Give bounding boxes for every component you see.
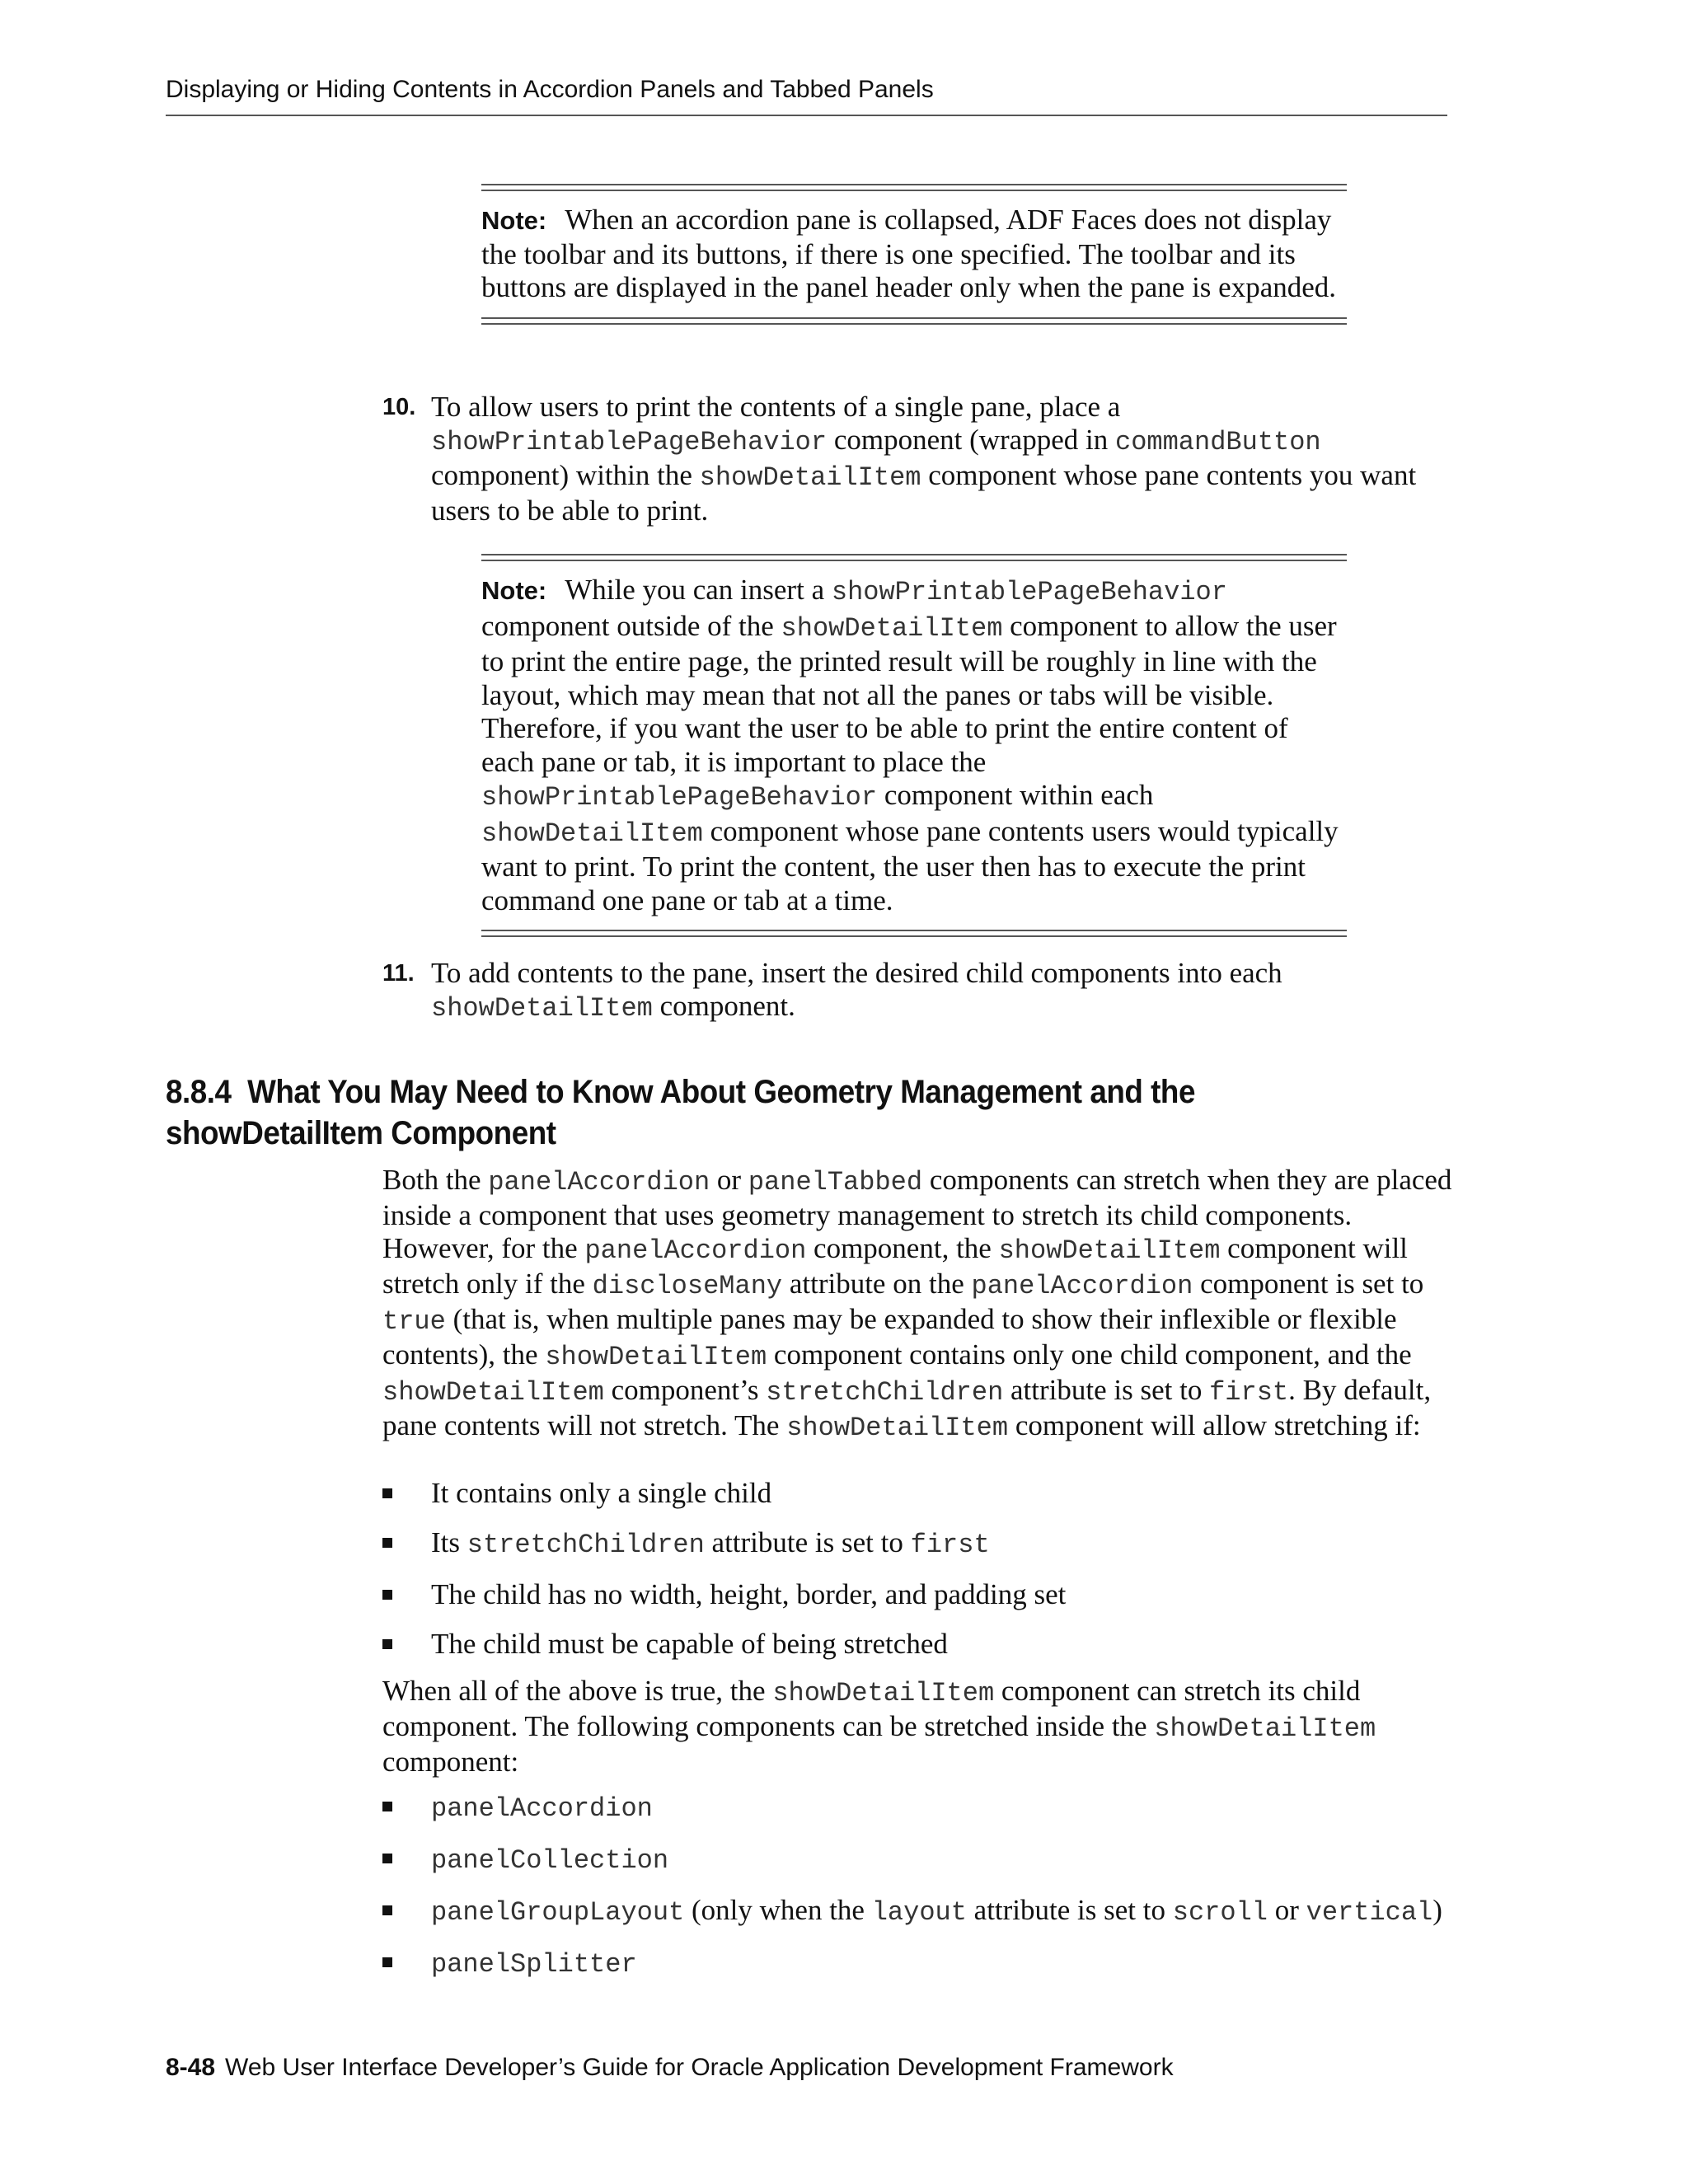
note-text: Note: While you can insert a showPrintablePageBehavior component outside of the showDetailItem component to allow the user to print the entire page, the printed result will be roughly in line with the layout, which may mean that not all the panes or tabs will be visible. Therefore, if you want the user to be able to print the entire content of each pane or tab, it is important to place the showPrintablePageBehavior component within each showDetailItem component whose pane contents users would typically want to print. To print the content, the user then has to execute the print command one pane or tab at a time. bbox=[481, 574, 1339, 916]
running-header: Displaying or Hiding Contents in Accordion Panels and Tabbed Panels bbox=[166, 76, 934, 103]
note-rule-top bbox=[481, 554, 1347, 561]
bullet-square-icon bbox=[382, 1854, 392, 1863]
list-item: panelCollection bbox=[382, 1842, 1454, 1877]
note-label: Note: bbox=[481, 576, 547, 605]
bullet-square-icon bbox=[382, 1488, 392, 1498]
note-box-print bbox=[481, 554, 1347, 937]
note-text: Note: When an accordion pane is collapsed, ADF Faces does not display the toolbar and its buttons, if there is one specified. The toolbar and its buttons are displayed in the panel header only when the pane is expanded. bbox=[481, 204, 1337, 303]
bullet-square-icon bbox=[382, 1538, 392, 1548]
step-text: To allow users to print the contents of a single pane, place a showPrintablePageBehavior component (wrapped in commandButton component) within the showDetailItem component whose pane contents you want users to be able to print. bbox=[431, 391, 1417, 527]
page-number: 8-48 bbox=[166, 2054, 216, 2081]
page-footer bbox=[166, 2054, 1174, 2082]
stretchable-components-list bbox=[382, 1790, 1454, 1998]
bullet-square-icon bbox=[382, 1639, 392, 1649]
bullet-square-icon bbox=[382, 1802, 392, 1811]
step-number: 11. bbox=[382, 960, 415, 987]
list-item: Its stretchChildren attribute is set to first bbox=[382, 1526, 1454, 1562]
bullet-square-icon bbox=[382, 1957, 392, 1967]
note-box-toolbar bbox=[481, 184, 1347, 325]
step-10 bbox=[382, 391, 1454, 527]
list-item: panelGroupLayout (only when the layout attribute is set to scroll or vertical) bbox=[382, 1894, 1454, 1929]
list-item: It contains only a single child bbox=[382, 1477, 1454, 1510]
list-item: panelAccordion bbox=[382, 1790, 1454, 1825]
section-title: What You May Need to Know About Geometry Management and the showDetailItem Component bbox=[166, 1074, 1195, 1151]
step-11 bbox=[382, 957, 1454, 1025]
body-paragraph-geometry: Both the panelAccordion or panelTabbed components can stretch when they are placed inside a component that uses geometry management to stretch its child components. However, for the panelAccordion component, the showDetailItem component will stretch only if the discloseMany attribute on the panelAccordion component is set to true (that is, when multiple panes may be expanded to show their inflexible or flexible contents), the showDetailItem component contains only one child component, and the showDetailItem component’s stretchChildren attribute is set to first. By default, pane contents will not stretch. The showDetailItem component will allow stretching if: bbox=[382, 1164, 1452, 1443]
note-rule-bottom bbox=[481, 317, 1347, 325]
note-rule-bottom bbox=[481, 930, 1347, 937]
note-rule-top bbox=[481, 184, 1347, 191]
bullet-square-icon bbox=[382, 1590, 392, 1600]
bullet-square-icon bbox=[382, 1905, 392, 1915]
list-item: panelSplitter bbox=[382, 1946, 1454, 1981]
section-number: 8.8.4 bbox=[166, 1074, 232, 1110]
list-item: The child has no width, height, border, and padding set bbox=[382, 1578, 1454, 1611]
list-item: The child must be capable of being stretched bbox=[382, 1628, 1454, 1661]
header-rule bbox=[166, 115, 1447, 116]
book-title: Web User Interface Developer’s Guide for Oracle Application Development Framework bbox=[225, 2054, 1174, 2081]
step-text: To add contents to the pane, insert the desired child components into each showDetailItem component. bbox=[431, 957, 1282, 1024]
body-paragraph-stretchable: When all of the above is true, the showDetailItem component can stretch its child component. The following components can be stretched inside the showDetailItem component: bbox=[382, 1675, 1376, 1778]
stretch-conditions-list bbox=[382, 1477, 1454, 1677]
note-label: Note: bbox=[481, 206, 547, 235]
section-heading bbox=[166, 1071, 1379, 1154]
step-number: 10. bbox=[382, 394, 416, 420]
